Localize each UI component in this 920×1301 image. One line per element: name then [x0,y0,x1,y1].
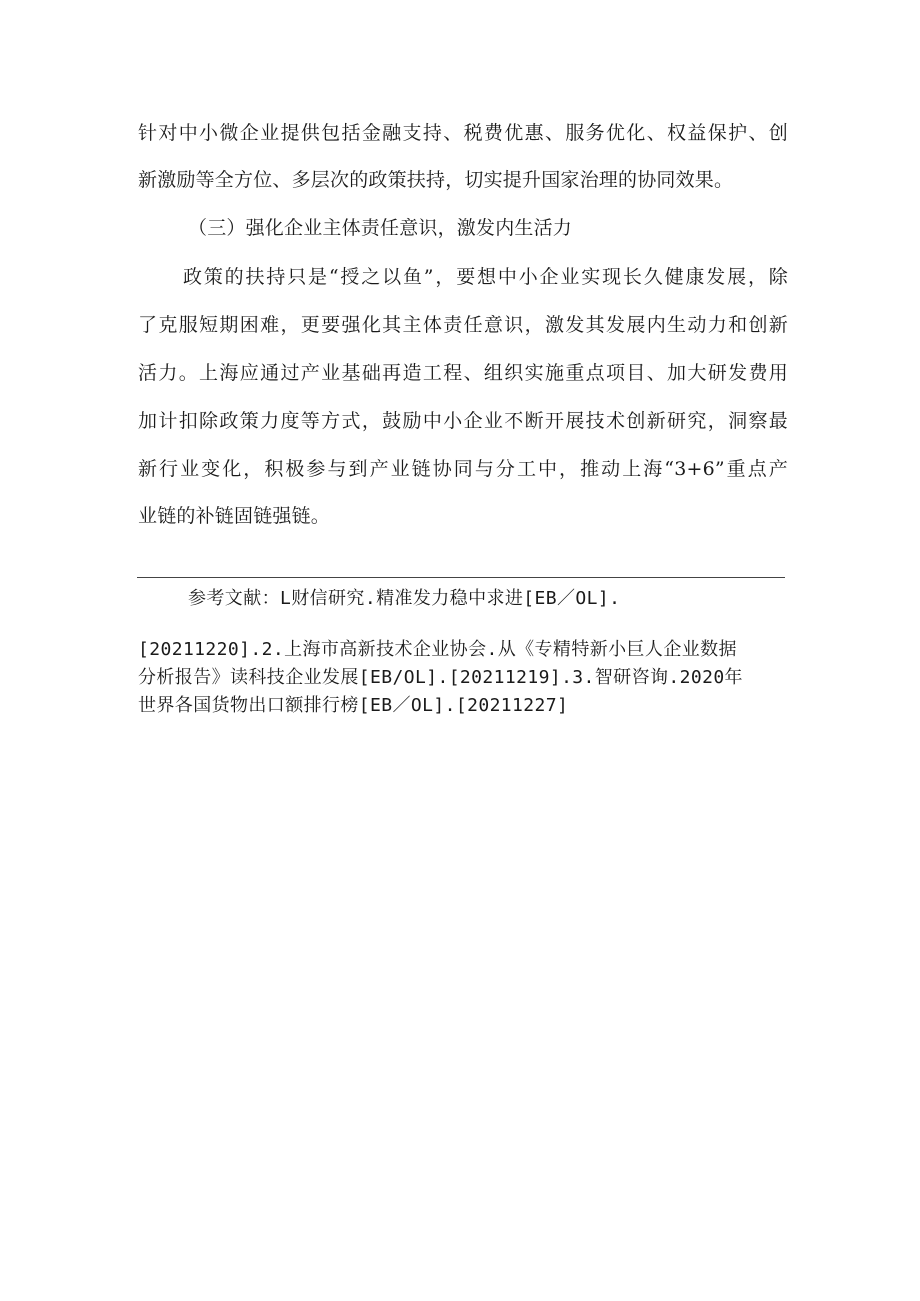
paragraph-2-line-5: 新行业变化，积极参与到产业链协同与分工中，推动上海“3+6”重点产 [138,458,788,480]
paragraph-1-line-1: 针对中小微企业提供包括金融支持、税费优惠、服务优化、权益保护、创 [138,122,788,144]
paragraph-2-line-1: 政策的扶持只是“授之以鱼”，要想中小企业实现长久健康发展，除 [183,266,788,288]
reference-line-1: 参考文献：L财信研究.精准发力稳中求进[EB／OL]. [188,588,621,609]
paragraph-2-line-2: 了克服短期困难，更要强化其主体责任意识，激发其发展内生动力和创新 [138,314,788,336]
paragraph-2-line-6: 业链的补链固链强链。 [138,505,331,527]
paragraph-1-line-2: 新激励等全方位、多层次的政策扶持，切实提升国家治理的协同效果。 [138,169,734,191]
paragraph-2-line-4: 加计扣除政策力度等方式，鼓励中小企业不断开展技术创新研究，洞察最 [138,410,788,432]
reference-line-2: [20211220].2.上海市高新技术企业协会.从《专精特新小巨人企业数据 [138,639,737,660]
reference-line-4: 世界各国货物出口额排行榜[EB／OL].[20211227] [138,695,569,716]
reference-line-3: 分析报告》读科技企业发展[EB/OL].[20211219].3.智研咨询.2020年 [138,667,743,688]
section-heading: （三）强化企业主体责任意识，激发内生活力 [188,217,573,239]
paragraph-2-line-3: 活力。上海应通过产业基础再造工程、组织实施重点项目、加大研发费用 [138,362,788,384]
footnote-separator [137,577,785,578]
